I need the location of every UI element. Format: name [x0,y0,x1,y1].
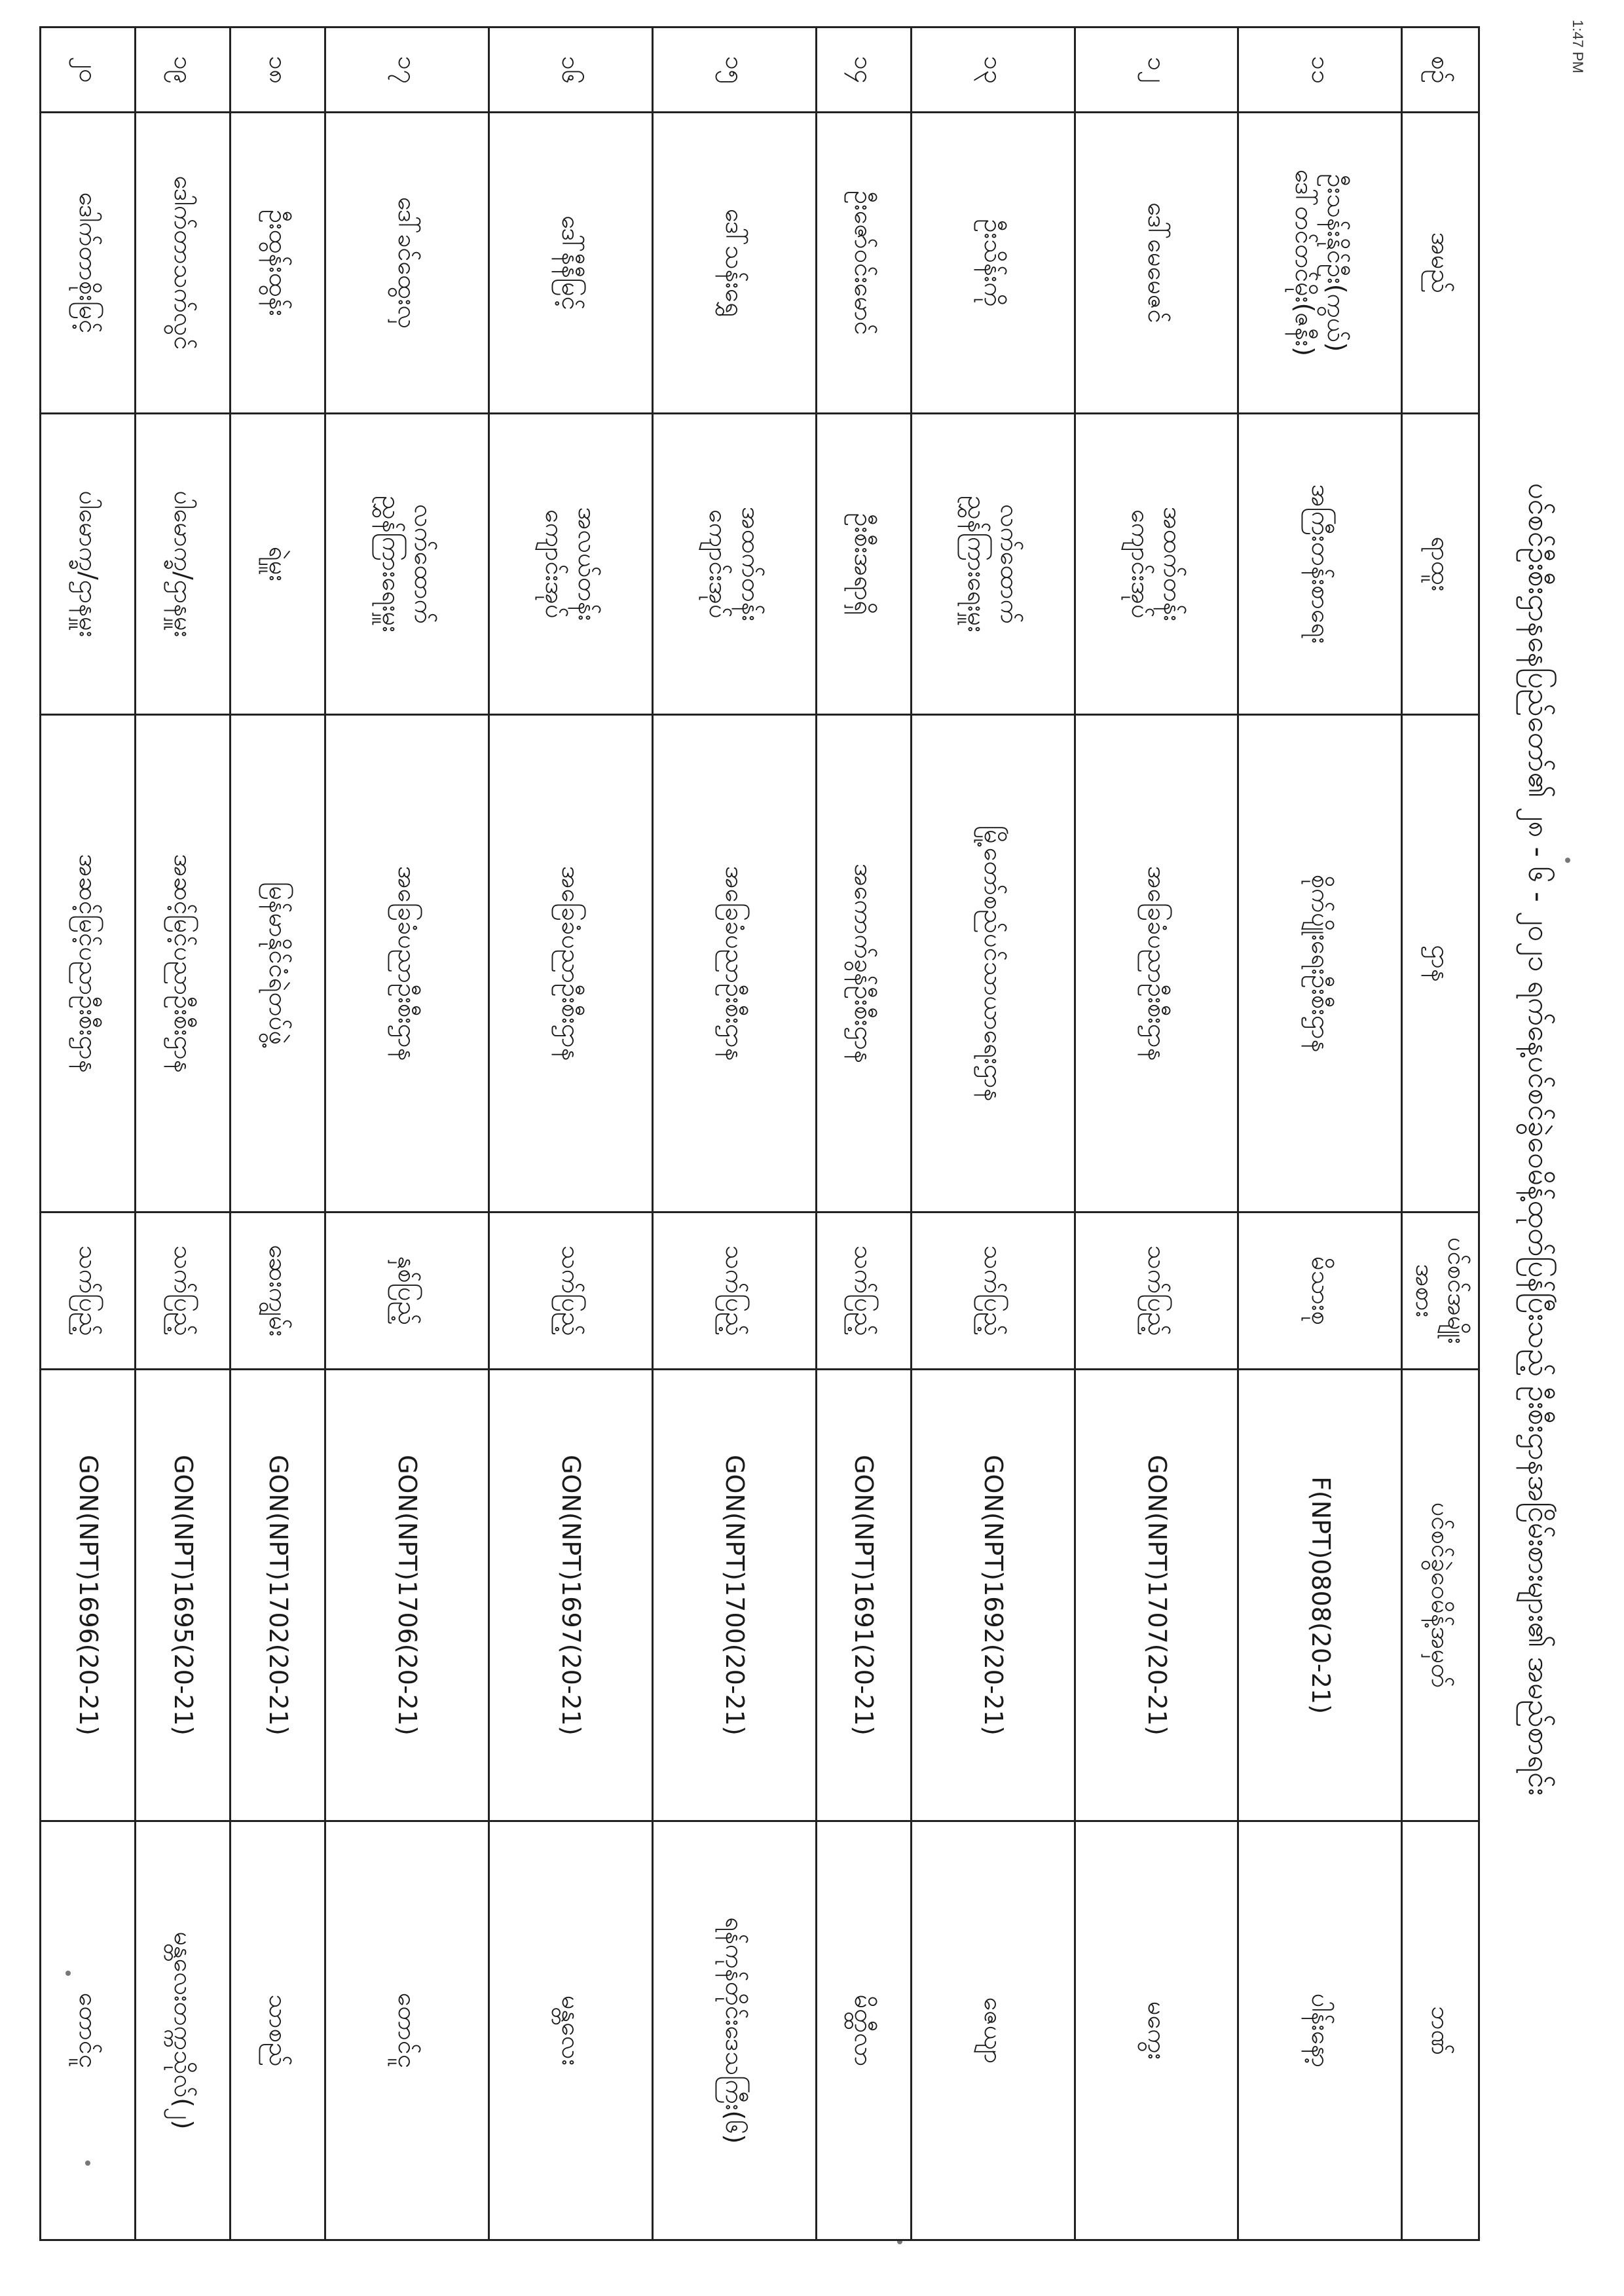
cell-rank: အလယ်တန်း ကျောင်းအုပ် [489,414,653,715]
cell-serial: ၁၄ [816,27,911,113]
cell-rank: အထက်တန်း ကျောင်းအုပ် [1075,414,1238,715]
cell-pension-type: မိသားစု [1238,1212,1402,1370]
cell-serial: ၁၅ [652,27,816,113]
cell-pension-type: သက်ပြည့် [41,1212,136,1370]
cell-bank: ဇေယျာ [911,1821,1075,2240]
header-serial: စဉ် [1402,27,1479,113]
cell-department: အခြေခံပညာဦးစီးဌာန [489,715,653,1212]
cell-name: ဒေါက်တာစိုးမြင့် [41,113,136,414]
cell-name: ဦးထွန်းထွန်း [231,113,325,414]
header-order-number: ပင်စင်ခွဲဝေမိန့်အမှတ် [1402,1370,1479,1821]
cell-name: ဦးသန်းနိုင်ဦး(ကွယ်) ဒေါ်တင်တင်မိုး(ဇနီး) [1238,113,1402,414]
cell-pension-type: သက်ပြည့် [489,1212,653,1370]
cell-rank: ပါမောက္ခ/ဌာနမှူး [136,414,231,715]
cell-bank: ပါန်းနော့ [1238,1821,1402,2240]
cell-rank: အထက်တန်း ကျောင်းအုပ် [652,414,816,715]
table-row [816,27,911,2240]
cell-pension-type: ဆေးကျွမ်း [231,1212,325,1370]
cell-department: အခြေခံပညာဦးစီးဌာန [325,715,489,1212]
cell-department: အခြေခံပညာဦးစီးဌာန [1075,715,1238,1212]
cell-department: မြန်မာနိုင်ငံရဲတပ်ဖွဲ့ [231,715,325,1212]
print-timestamp: 1:47 PM [1570,20,1586,73]
document-title: ပင်စင်ဦးစီးဌာနနေပြည်တော်၏ ၂၈ - ၆ - ၂၀၂၁ ရက်နေ့ပင်စင်ခွဲဝေမိန့်ထုတ်ပြန်ပြီးသည့် ဦးစီးဌာနအငြိမ်းစားများ၏ အမည်စာရင်း [1522,483,1555,1796]
cell-rank: ပါမောက္ခ/ဌာနမှူး [41,414,136,715]
cell-rank: လက်ထောက် ညွှန်ကြားရေးမှူး [911,414,1075,715]
cell-order-number: GON(NPT)1707(20-21) [1075,1370,1238,1821]
cell-pension-type: နှစ်ပြည့် [325,1212,489,1370]
table-row [1075,27,1238,2240]
cell-department: စိုက်ပျိုးရေးဦးစီးဌာန [1238,715,1402,1212]
table-row [652,27,816,2240]
cell-name: ဒေါ်မေမေဇင် [1075,113,1238,414]
cell-bank: မိတ္ထီလာ [816,1821,911,2240]
retiree-table [39,26,1480,2241]
cell-serial: ၁၁ [1238,27,1402,113]
cell-order-number: GON(NPT)1706(20-21) [325,1370,489,1821]
cell-bank: မန္တလေး [489,1821,653,2240]
table-header-row [1402,27,1479,2240]
cell-order-number: F(NPT)0808(20-21) [1238,1370,1402,1821]
cell-department: အခြေခံပညာဦးစီးဌာန [652,715,816,1212]
cell-serial: ၁၉ [136,27,231,113]
cell-bank: ရန်ကုန်တိုင်းဒေသကြီး(၆) [652,1821,816,2240]
cell-department: အကောက်ခွန်ဦးစီးဌာန [816,715,911,1212]
cell-department: အဆင့်မြင့်ပညာဦးစီးဌာန [136,715,231,1212]
cell-pension-type: သက်ပြည့် [816,1212,911,1370]
cell-name: ဒေါက်တာသက်လွင် [136,113,231,414]
header-department: ဌာန [1402,715,1479,1212]
cell-order-number: GON(NPT)1691(20-21) [816,1370,911,1821]
cell-rank: ရဲမှူး [231,414,325,715]
cell-bank: သာစည် [231,1821,325,2240]
header-rank: ရာထူး [1402,414,1479,715]
cell-name: ဦးဇော်ဝင်းမောင် [816,113,911,414]
cell-bank: တောင်ငူ [41,1821,136,2240]
table-row [1238,27,1402,2240]
table-row [136,27,231,2240]
header-pension-type: ပင်စင်အမျိုးအစား [1402,1212,1479,1370]
cell-serial: ၁၂ [1075,27,1238,113]
cell-bank: မကွေး [1075,1821,1238,2240]
cell-name: ဒေါ်သန်းရွှေ [652,113,816,414]
cell-serial: ၁၆ [489,27,653,113]
cell-pension-type: သက်ပြည့် [136,1212,231,1370]
cell-serial: ၁၇ [325,27,489,113]
table-row [231,27,325,2240]
cell-order-number: GON(NPT)1697(20-21) [489,1370,653,1821]
cell-order-number: GON(NPT)1700(20-21) [652,1370,816,1821]
cell-rank: ဦးစီးအရာရှိ [816,414,911,715]
cell-department: မြို့တော်စည်ပင်သာယာရေးဌာန [911,715,1075,1212]
table-row [41,27,136,2240]
cell-serial: ၁၈ [231,27,325,113]
cell-serial: ၁၃ [911,27,1075,113]
table-row [325,27,489,2240]
cell-pension-type: သက်ပြည့် [652,1212,816,1370]
cell-order-number: GON(NPT)1696(20-21) [41,1370,136,1821]
cell-rank: လက်ထောက် ညွှန်ကြားရေးမှူး [325,414,489,715]
cell-bank: မန္တလေးတက္ကသိုလ်(၂) [136,1821,231,2240]
header-bank: ဘဏ် [1402,1821,1479,2240]
cell-bank: တောင်ငူ [325,1821,489,2240]
cell-department: အဆင့်မြင့်ပညာဦးစီးဌာန [41,715,136,1212]
header-name: အမည် [1402,113,1479,414]
cell-name: ဒေါ်နီနီမြင့် [489,113,653,414]
cell-serial: ၂၀ [41,27,136,113]
cell-rank: အကြီးတန်းစာရေး [1238,414,1402,715]
cell-order-number: GON(NPT)1692(20-21) [911,1370,1075,1821]
table-row [911,27,1075,2240]
cell-name: ဦးသိန်းကို [911,113,1075,414]
cell-pension-type: သက်ပြည့် [1075,1212,1238,1370]
table-row [489,27,653,2240]
rotated-document [0,26,1585,2252]
cell-order-number: GON(NPT)1702(20-21) [231,1370,325,1821]
cell-pension-type: သက်ပြည့် [911,1212,1075,1370]
cell-order-number: GON(NPT)1695(20-21) [136,1370,231,1821]
cell-name: ဒေါ်ခင်ထွေးလှ [325,113,489,414]
